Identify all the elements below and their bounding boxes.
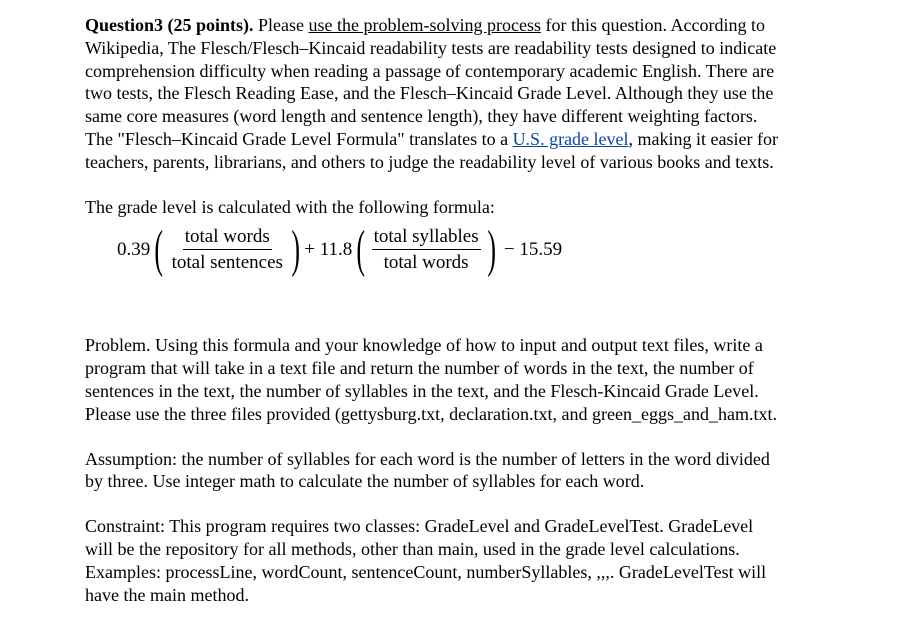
assumption-paragraph [85, 448, 778, 494]
intro-line: teachers, parents, librarians, and others to judge the readability level of various books and texts. [85, 151, 774, 172]
constraint-line: Constraint: This program requires two classes: GradeLevel and GradeLevelTest. GradeLevel [85, 516, 754, 537]
operator-term: + 11.8 [304, 238, 353, 260]
intro-line: two tests, the Flesch Reading Ease, and the Flesch–Kincaid Grade Level. Although they use the [85, 83, 774, 104]
paren: ) [291, 221, 300, 279]
intro-line [85, 14, 778, 37]
problem-line: sentences in the text, the number of syllables in the text, and the Flesch-Kincaid Grade Level. [85, 380, 759, 401]
coefficient: 0.39 [117, 238, 151, 260]
text: Please [253, 15, 309, 35]
fraction-syllables-words [372, 225, 481, 276]
text: for this question. According to [540, 15, 765, 35]
intro-line [85, 128, 778, 151]
constraint-paragraph [85, 515, 778, 606]
problem-line: Please use the three files provided (gettysburg.txt, declaration.txt, and green_eggs_and_ham.txt. [85, 403, 777, 424]
constraint-line: will be the repository for all methods, other than main, used in the grade level calculations. [85, 538, 740, 559]
assumption-line: by three. Use integer math to calculate the number of syllables for each word. [85, 471, 645, 492]
denominator: total words [383, 251, 469, 273]
intro-line: comprehension difficulty when reading a passage of contemporary academic English. There are [85, 60, 775, 81]
constraint-line: Examples: processLine, wordCount, sentenceCount, numberSyllables, ,,,. GradeLevelTest will [85, 561, 767, 582]
assumption-line: Assumption: the number of syllables for each word is the number of letters in the word divided [85, 448, 770, 469]
denominator: total sentences [171, 251, 283, 273]
grade-level-formula [117, 220, 778, 290]
intro-paragraph [85, 14, 778, 174]
text: The "Flesch–Kincaid Grade Level Formula" translates to a [85, 128, 513, 149]
constraint-line: have the main method. [85, 584, 249, 605]
numerator: total syllables [372, 225, 481, 250]
paren: ( [356, 221, 366, 279]
problem-solving-process-link[interactable]: use the problem-solving process [308, 15, 541, 35]
fraction-words-sentences [170, 225, 285, 276]
problem-line: program that will take in a text file and return the number of words in the text, the number of [85, 358, 754, 379]
intro-line: Wikipedia, The Flesch/Flesch–Kincaid readability tests are readability tests designed to indicate [85, 37, 777, 58]
question-heading: Question3 (25 points). [85, 15, 254, 35]
intro-line: same core measures (word length and sentence length), they have different weighting factors. [85, 106, 758, 127]
paren: ( [154, 221, 164, 279]
numerator: total words [183, 225, 272, 250]
formula-intro: The grade level is calculated with the following formula: [85, 196, 495, 217]
paren: ) [486, 221, 496, 279]
question-document [85, 14, 778, 628]
us-grade-level-link[interactable]: U.S. grade level [512, 128, 629, 149]
text: , making it easier for [628, 128, 778, 149]
problem-paragraph [85, 334, 778, 425]
problem-line: Problem. Using this formula and your knowledge of how to input and output text files, write a [85, 335, 763, 356]
operator-term: − 15.59 [503, 238, 563, 260]
